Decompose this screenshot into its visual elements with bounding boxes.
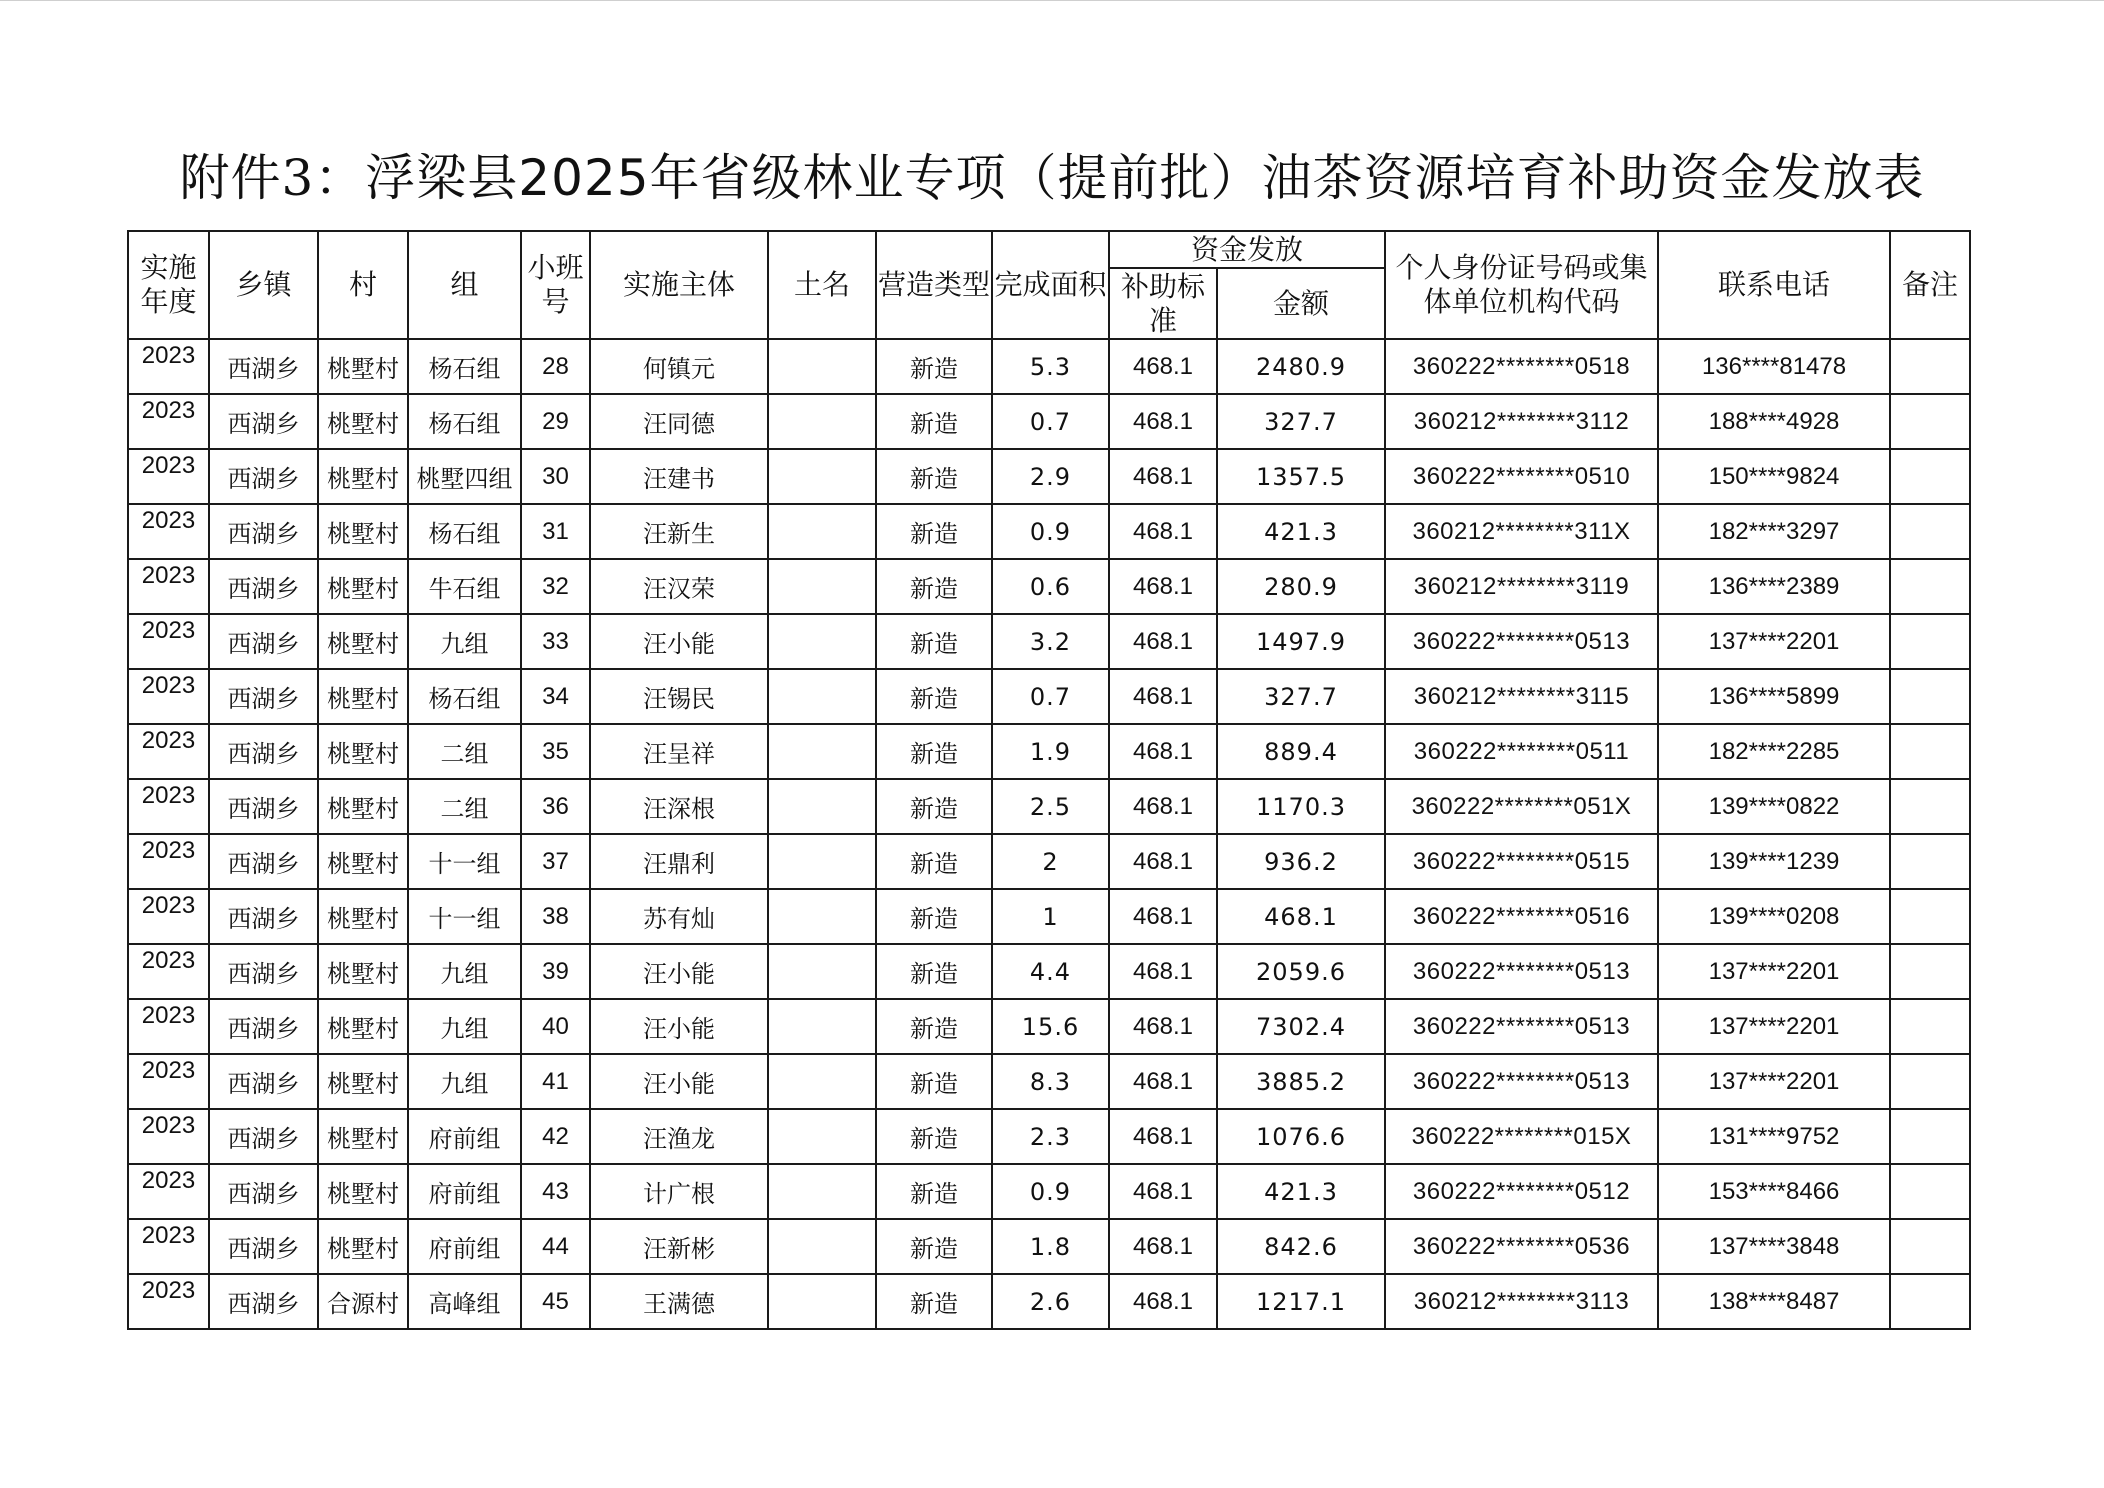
cell-village: 桃墅村 bbox=[318, 669, 408, 724]
cell-plot-no: 43 bbox=[521, 1164, 590, 1219]
cell-township: 西湖乡 bbox=[209, 779, 318, 834]
cell-plot-no: 34 bbox=[521, 669, 590, 724]
cell-entity: 汪小能 bbox=[590, 1054, 768, 1109]
header-group: 组 bbox=[408, 231, 521, 339]
table-row bbox=[128, 1219, 1970, 1274]
cell-township: 西湖乡 bbox=[209, 669, 318, 724]
cell-village: 桃墅村 bbox=[318, 944, 408, 999]
cell-amount: 3885.2 bbox=[1217, 1054, 1385, 1109]
cell-phone: 153****8466 bbox=[1658, 1164, 1890, 1219]
header-build-type: 营造类型 bbox=[876, 231, 992, 339]
cell-standard: 468.1 bbox=[1109, 1164, 1217, 1219]
cell-remark bbox=[1890, 1164, 1970, 1219]
table-row bbox=[128, 999, 1970, 1054]
cell-township: 西湖乡 bbox=[209, 944, 318, 999]
cell-remark bbox=[1890, 1054, 1970, 1109]
cell-remark bbox=[1890, 339, 1970, 394]
cell-village: 桃墅村 bbox=[318, 614, 408, 669]
cell-place-name bbox=[768, 1054, 876, 1109]
cell-area: 1.8 bbox=[992, 1219, 1109, 1274]
title-main: 浮梁县2025年省级林业专项（提前批）油茶资源培育补助资金发放表 bbox=[365, 149, 1925, 207]
cell-phone: 137****2201 bbox=[1658, 614, 1890, 669]
cell-build-type: 新造 bbox=[876, 559, 992, 614]
cell-village: 桃墅村 bbox=[318, 1219, 408, 1274]
cell-id-code: 360222********0515 bbox=[1385, 834, 1658, 889]
cell-plot-no: 30 bbox=[521, 449, 590, 504]
cell-group: 府前组 bbox=[408, 1164, 521, 1219]
cell-village: 桃墅村 bbox=[318, 724, 408, 779]
cell-village: 桃墅村 bbox=[318, 449, 408, 504]
cell-amount: 468.1 bbox=[1217, 889, 1385, 944]
table-row bbox=[128, 1164, 1970, 1219]
cell-standard: 468.1 bbox=[1109, 779, 1217, 834]
cell-remark bbox=[1890, 724, 1970, 779]
cell-group: 十一组 bbox=[408, 834, 521, 889]
cell-place-name bbox=[768, 944, 876, 999]
cell-id-code: 360212********3113 bbox=[1385, 1274, 1658, 1329]
cell-remark bbox=[1890, 449, 1970, 504]
cell-area: 0.6 bbox=[992, 559, 1109, 614]
cell-phone: 137****2201 bbox=[1658, 944, 1890, 999]
cell-year: 2023 bbox=[128, 834, 209, 889]
cell-group: 九组 bbox=[408, 944, 521, 999]
cell-id-code: 360212********3112 bbox=[1385, 394, 1658, 449]
cell-entity: 汪深根 bbox=[590, 779, 768, 834]
cell-place-name bbox=[768, 559, 876, 614]
cell-plot-no: 38 bbox=[521, 889, 590, 944]
cell-plot-no: 36 bbox=[521, 779, 590, 834]
cell-id-code: 360222********0518 bbox=[1385, 339, 1658, 394]
cell-plot-no: 28 bbox=[521, 339, 590, 394]
cell-remark bbox=[1890, 1219, 1970, 1274]
cell-entity: 汪渔龙 bbox=[590, 1109, 768, 1164]
cell-area: 3.2 bbox=[992, 614, 1109, 669]
cell-village: 桃墅村 bbox=[318, 779, 408, 834]
table-body bbox=[128, 339, 1970, 1329]
header-standard: 补助标准 bbox=[1109, 268, 1217, 339]
cell-year: 2023 bbox=[128, 339, 209, 394]
table-row bbox=[128, 1109, 1970, 1164]
cell-remark bbox=[1890, 889, 1970, 944]
table-row bbox=[128, 944, 1970, 999]
cell-build-type: 新造 bbox=[876, 1054, 992, 1109]
cell-phone: 137****2201 bbox=[1658, 1054, 1890, 1109]
cell-village: 桃墅村 bbox=[318, 1054, 408, 1109]
cell-area: 5.3 bbox=[992, 339, 1109, 394]
header-year: 实施年度 bbox=[128, 231, 209, 339]
cell-phone: 150****9824 bbox=[1658, 449, 1890, 504]
cell-remark bbox=[1890, 1109, 1970, 1164]
cell-area: 2.6 bbox=[992, 1274, 1109, 1329]
cell-place-name bbox=[768, 1274, 876, 1329]
cell-entity: 汪鼎利 bbox=[590, 834, 768, 889]
header-plot-no: 小班号 bbox=[521, 231, 590, 339]
header-phone: 联系电话 bbox=[1658, 231, 1890, 339]
cell-amount: 1217.1 bbox=[1217, 1274, 1385, 1329]
cell-year: 2023 bbox=[128, 1219, 209, 1274]
cell-standard: 468.1 bbox=[1109, 1274, 1217, 1329]
cell-plot-no: 37 bbox=[521, 834, 590, 889]
cell-build-type: 新造 bbox=[876, 889, 992, 944]
cell-entity: 汪小能 bbox=[590, 944, 768, 999]
cell-amount: 1170.3 bbox=[1217, 779, 1385, 834]
document-title bbox=[0, 138, 2104, 210]
cell-township: 西湖乡 bbox=[209, 889, 318, 944]
cell-year: 2023 bbox=[128, 724, 209, 779]
cell-id-code: 360222********015X bbox=[1385, 1109, 1658, 1164]
cell-id-code: 360222********051X bbox=[1385, 779, 1658, 834]
cell-build-type: 新造 bbox=[876, 394, 992, 449]
cell-village: 桃墅村 bbox=[318, 999, 408, 1054]
cell-entity: 汪建书 bbox=[590, 449, 768, 504]
table-row bbox=[128, 1054, 1970, 1109]
cell-area: 0.7 bbox=[992, 669, 1109, 724]
cell-standard: 468.1 bbox=[1109, 1054, 1217, 1109]
cell-phone: 188****4928 bbox=[1658, 394, 1890, 449]
cell-township: 西湖乡 bbox=[209, 614, 318, 669]
cell-year: 2023 bbox=[128, 559, 209, 614]
cell-township: 西湖乡 bbox=[209, 999, 318, 1054]
header-entity: 实施主体 bbox=[590, 231, 768, 339]
cell-entity: 汪小能 bbox=[590, 614, 768, 669]
table-row bbox=[128, 504, 1970, 559]
cell-id-code: 360212********3115 bbox=[1385, 669, 1658, 724]
cell-group: 杨石组 bbox=[408, 394, 521, 449]
table-row bbox=[128, 614, 1970, 669]
cell-phone: 136****5899 bbox=[1658, 669, 1890, 724]
cell-amount: 889.4 bbox=[1217, 724, 1385, 779]
cell-plot-no: 40 bbox=[521, 999, 590, 1054]
cell-group: 九组 bbox=[408, 1054, 521, 1109]
cell-group: 九组 bbox=[408, 614, 521, 669]
cell-group: 府前组 bbox=[408, 1109, 521, 1164]
cell-phone: 137****2201 bbox=[1658, 999, 1890, 1054]
cell-place-name bbox=[768, 724, 876, 779]
cell-place-name bbox=[768, 779, 876, 834]
cell-phone: 182****2285 bbox=[1658, 724, 1890, 779]
table-row bbox=[128, 669, 1970, 724]
cell-township: 西湖乡 bbox=[209, 1109, 318, 1164]
cell-group: 杨石组 bbox=[408, 504, 521, 559]
cell-township: 西湖乡 bbox=[209, 394, 318, 449]
cell-group: 高峰组 bbox=[408, 1274, 521, 1329]
cell-standard: 468.1 bbox=[1109, 339, 1217, 394]
cell-standard: 468.1 bbox=[1109, 614, 1217, 669]
cell-entity: 计广根 bbox=[590, 1164, 768, 1219]
cell-plot-no: 29 bbox=[521, 394, 590, 449]
cell-build-type: 新造 bbox=[876, 1109, 992, 1164]
page-top-border bbox=[0, 0, 2104, 1]
cell-build-type: 新造 bbox=[876, 504, 992, 559]
cell-village: 合源村 bbox=[318, 1274, 408, 1329]
cell-place-name bbox=[768, 394, 876, 449]
cell-phone: 138****8487 bbox=[1658, 1274, 1890, 1329]
header-area: 完成面积 bbox=[992, 231, 1109, 339]
cell-entity: 苏有灿 bbox=[590, 889, 768, 944]
cell-phone: 137****3848 bbox=[1658, 1219, 1890, 1274]
cell-build-type: 新造 bbox=[876, 944, 992, 999]
cell-group: 杨石组 bbox=[408, 339, 521, 394]
cell-build-type: 新造 bbox=[876, 999, 992, 1054]
table-row bbox=[128, 394, 1970, 449]
cell-group: 二组 bbox=[408, 779, 521, 834]
cell-township: 西湖乡 bbox=[209, 1274, 318, 1329]
cell-standard: 468.1 bbox=[1109, 394, 1217, 449]
cell-place-name bbox=[768, 1219, 876, 1274]
cell-group: 十一组 bbox=[408, 889, 521, 944]
cell-area: 0.9 bbox=[992, 504, 1109, 559]
cell-id-code: 360222********0536 bbox=[1385, 1219, 1658, 1274]
cell-remark bbox=[1890, 1274, 1970, 1329]
cell-year: 2023 bbox=[128, 944, 209, 999]
cell-entity: 汪汉荣 bbox=[590, 559, 768, 614]
cell-id-code: 360222********0513 bbox=[1385, 614, 1658, 669]
cell-township: 西湖乡 bbox=[209, 339, 318, 394]
cell-id-code: 360222********0513 bbox=[1385, 999, 1658, 1054]
table-row bbox=[128, 889, 1970, 944]
cell-area: 1 bbox=[992, 889, 1109, 944]
cell-build-type: 新造 bbox=[876, 1274, 992, 1329]
header-remark: 备注 bbox=[1890, 231, 1970, 339]
cell-standard: 468.1 bbox=[1109, 834, 1217, 889]
cell-township: 西湖乡 bbox=[209, 1054, 318, 1109]
cell-entity: 何镇元 bbox=[590, 339, 768, 394]
cell-township: 西湖乡 bbox=[209, 1164, 318, 1219]
cell-build-type: 新造 bbox=[876, 834, 992, 889]
cell-plot-no: 35 bbox=[521, 724, 590, 779]
cell-build-type: 新造 bbox=[876, 339, 992, 394]
cell-build-type: 新造 bbox=[876, 724, 992, 779]
cell-plot-no: 33 bbox=[521, 614, 590, 669]
cell-place-name bbox=[768, 999, 876, 1054]
cell-year: 2023 bbox=[128, 669, 209, 724]
cell-group: 府前组 bbox=[408, 1219, 521, 1274]
cell-phone: 136****81478 bbox=[1658, 339, 1890, 394]
header-place-name: 土名 bbox=[768, 231, 876, 339]
cell-area: 2 bbox=[992, 834, 1109, 889]
cell-amount: 2059.6 bbox=[1217, 944, 1385, 999]
cell-standard: 468.1 bbox=[1109, 889, 1217, 944]
cell-standard: 468.1 bbox=[1109, 999, 1217, 1054]
cell-year: 2023 bbox=[128, 1109, 209, 1164]
cell-place-name bbox=[768, 449, 876, 504]
cell-township: 西湖乡 bbox=[209, 1219, 318, 1274]
cell-build-type: 新造 bbox=[876, 1164, 992, 1219]
cell-phone: 131****9752 bbox=[1658, 1109, 1890, 1164]
cell-standard: 468.1 bbox=[1109, 449, 1217, 504]
cell-village: 桃墅村 bbox=[318, 1164, 408, 1219]
cell-township: 西湖乡 bbox=[209, 449, 318, 504]
cell-remark bbox=[1890, 779, 1970, 834]
cell-place-name bbox=[768, 669, 876, 724]
cell-place-name bbox=[768, 504, 876, 559]
cell-year: 2023 bbox=[128, 999, 209, 1054]
cell-remark bbox=[1890, 834, 1970, 889]
cell-phone: 136****2389 bbox=[1658, 559, 1890, 614]
cell-amount: 7302.4 bbox=[1217, 999, 1385, 1054]
cell-group: 二组 bbox=[408, 724, 521, 779]
cell-village: 桃墅村 bbox=[318, 889, 408, 944]
cell-standard: 468.1 bbox=[1109, 944, 1217, 999]
cell-build-type: 新造 bbox=[876, 449, 992, 504]
cell-year: 2023 bbox=[128, 1274, 209, 1329]
table-row bbox=[128, 559, 1970, 614]
cell-amount: 2480.9 bbox=[1217, 339, 1385, 394]
cell-village: 桃墅村 bbox=[318, 504, 408, 559]
cell-remark bbox=[1890, 999, 1970, 1054]
cell-amount: 421.3 bbox=[1217, 1164, 1385, 1219]
title-prefix: 附件3： bbox=[179, 149, 366, 207]
table-row bbox=[128, 1274, 1970, 1329]
cell-group: 九组 bbox=[408, 999, 521, 1054]
cell-phone: 182****3297 bbox=[1658, 504, 1890, 559]
cell-phone: 139****0208 bbox=[1658, 889, 1890, 944]
cell-year: 2023 bbox=[128, 1054, 209, 1109]
cell-remark bbox=[1890, 559, 1970, 614]
cell-amount: 1497.9 bbox=[1217, 614, 1385, 669]
cell-standard: 468.1 bbox=[1109, 1219, 1217, 1274]
cell-plot-no: 32 bbox=[521, 559, 590, 614]
cell-area: 8.3 bbox=[992, 1054, 1109, 1109]
cell-area: 2.3 bbox=[992, 1109, 1109, 1164]
cell-phone: 139****1239 bbox=[1658, 834, 1890, 889]
cell-id-code: 360222********0510 bbox=[1385, 449, 1658, 504]
cell-village: 桃墅村 bbox=[318, 339, 408, 394]
cell-standard: 468.1 bbox=[1109, 669, 1217, 724]
cell-plot-no: 39 bbox=[521, 944, 590, 999]
cell-year: 2023 bbox=[128, 1164, 209, 1219]
header-village: 村 bbox=[318, 231, 408, 339]
cell-township: 西湖乡 bbox=[209, 559, 318, 614]
cell-remark bbox=[1890, 614, 1970, 669]
cell-place-name bbox=[768, 1164, 876, 1219]
cell-year: 2023 bbox=[128, 504, 209, 559]
cell-plot-no: 44 bbox=[521, 1219, 590, 1274]
cell-entity: 汪呈祥 bbox=[590, 724, 768, 779]
cell-id-code: 360212********311X bbox=[1385, 504, 1658, 559]
header-fund: 资金发放 bbox=[1109, 231, 1385, 268]
cell-area: 1.9 bbox=[992, 724, 1109, 779]
cell-amount: 936.2 bbox=[1217, 834, 1385, 889]
cell-standard: 468.1 bbox=[1109, 1109, 1217, 1164]
cell-id-code: 360212********3119 bbox=[1385, 559, 1658, 614]
cell-build-type: 新造 bbox=[876, 1219, 992, 1274]
table-row bbox=[128, 779, 1970, 834]
cell-group: 牛石组 bbox=[408, 559, 521, 614]
cell-village: 桃墅村 bbox=[318, 834, 408, 889]
cell-phone: 139****0822 bbox=[1658, 779, 1890, 834]
cell-entity: 汪小能 bbox=[590, 999, 768, 1054]
cell-remark bbox=[1890, 504, 1970, 559]
cell-standard: 468.1 bbox=[1109, 504, 1217, 559]
cell-place-name bbox=[768, 339, 876, 394]
cell-amount: 327.7 bbox=[1217, 669, 1385, 724]
cell-township: 西湖乡 bbox=[209, 834, 318, 889]
table-row bbox=[128, 449, 1970, 504]
cell-remark bbox=[1890, 944, 1970, 999]
cell-area: 2.9 bbox=[992, 449, 1109, 504]
cell-entity: 汪同德 bbox=[590, 394, 768, 449]
cell-entity: 王满德 bbox=[590, 1274, 768, 1329]
cell-area: 0.9 bbox=[992, 1164, 1109, 1219]
cell-place-name bbox=[768, 614, 876, 669]
cell-group: 杨石组 bbox=[408, 669, 521, 724]
cell-township: 西湖乡 bbox=[209, 724, 318, 779]
cell-remark bbox=[1890, 669, 1970, 724]
cell-year: 2023 bbox=[128, 449, 209, 504]
table-row bbox=[128, 339, 1970, 394]
cell-remark bbox=[1890, 394, 1970, 449]
cell-id-code: 360222********0511 bbox=[1385, 724, 1658, 779]
cell-village: 桃墅村 bbox=[318, 559, 408, 614]
cell-year: 2023 bbox=[128, 889, 209, 944]
header-id-code: 个人身份证号码或集体单位机构代码 bbox=[1385, 231, 1658, 339]
cell-entity: 汪新生 bbox=[590, 504, 768, 559]
cell-amount: 1357.5 bbox=[1217, 449, 1385, 504]
cell-build-type: 新造 bbox=[876, 614, 992, 669]
cell-plot-no: 31 bbox=[521, 504, 590, 559]
cell-entity: 汪锡民 bbox=[590, 669, 768, 724]
cell-build-type: 新造 bbox=[876, 669, 992, 724]
subsidy-table bbox=[127, 230, 1971, 1330]
cell-plot-no: 45 bbox=[521, 1274, 590, 1329]
cell-area: 15.6 bbox=[992, 999, 1109, 1054]
cell-township: 西湖乡 bbox=[209, 504, 318, 559]
cell-year: 2023 bbox=[128, 394, 209, 449]
cell-village: 桃墅村 bbox=[318, 1109, 408, 1164]
table-row bbox=[128, 724, 1970, 779]
cell-plot-no: 41 bbox=[521, 1054, 590, 1109]
cell-place-name bbox=[768, 889, 876, 944]
cell-id-code: 360222********0512 bbox=[1385, 1164, 1658, 1219]
cell-year: 2023 bbox=[128, 779, 209, 834]
header-township: 乡镇 bbox=[209, 231, 318, 339]
cell-id-code: 360222********0516 bbox=[1385, 889, 1658, 944]
table-row bbox=[128, 834, 1970, 889]
cell-id-code: 360222********0513 bbox=[1385, 944, 1658, 999]
cell-standard: 468.1 bbox=[1109, 559, 1217, 614]
cell-plot-no: 42 bbox=[521, 1109, 590, 1164]
cell-standard: 468.1 bbox=[1109, 724, 1217, 779]
cell-place-name bbox=[768, 834, 876, 889]
cell-village: 桃墅村 bbox=[318, 394, 408, 449]
cell-area: 4.4 bbox=[992, 944, 1109, 999]
cell-area: 0.7 bbox=[992, 394, 1109, 449]
header-amount: 金额 bbox=[1217, 268, 1385, 339]
cell-place-name bbox=[768, 1109, 876, 1164]
cell-build-type: 新造 bbox=[876, 779, 992, 834]
cell-id-code: 360222********0513 bbox=[1385, 1054, 1658, 1109]
cell-amount: 280.9 bbox=[1217, 559, 1385, 614]
cell-group: 桃墅四组 bbox=[408, 449, 521, 504]
cell-amount: 1076.6 bbox=[1217, 1109, 1385, 1164]
cell-area: 2.5 bbox=[992, 779, 1109, 834]
cell-entity: 汪新彬 bbox=[590, 1219, 768, 1274]
table-header bbox=[128, 231, 1970, 339]
cell-amount: 327.7 bbox=[1217, 394, 1385, 449]
cell-year: 2023 bbox=[128, 614, 209, 669]
cell-amount: 421.3 bbox=[1217, 504, 1385, 559]
cell-amount: 842.6 bbox=[1217, 1219, 1385, 1274]
